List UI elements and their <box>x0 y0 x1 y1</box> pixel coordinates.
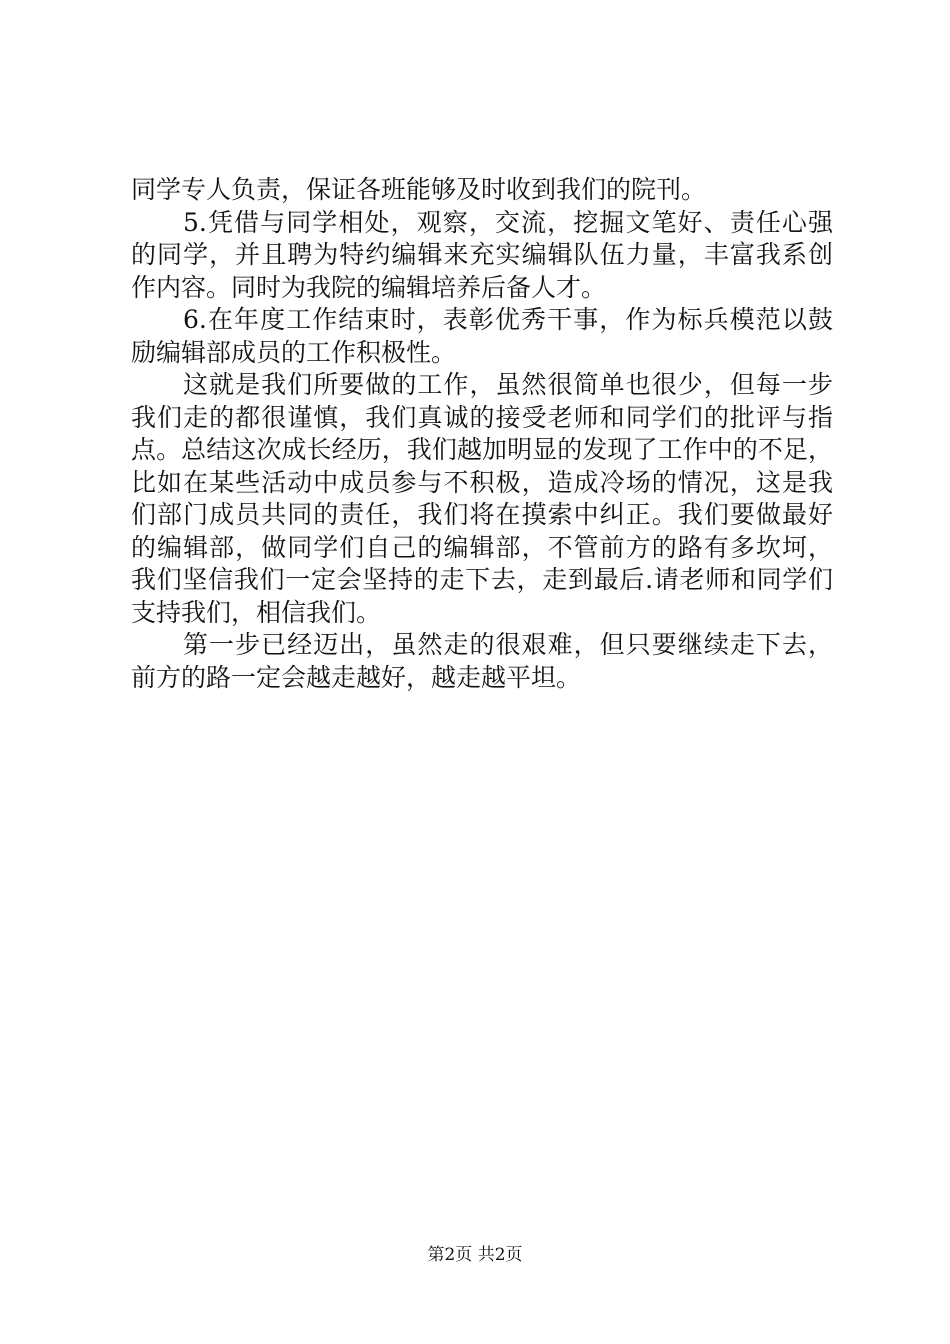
text-line: 我们坚信我们一定会坚持的走下去，走到最后.请老师和同学们 <box>131 565 833 594</box>
text-line: 这就是我们所要做的工作，虽然很简单也很少，但每一步 <box>183 370 833 399</box>
document-body <box>131 174 833 694</box>
text-line: 支持我们，相信我们。 <box>131 597 382 627</box>
text-line: 的同学，并且聘为特约编辑来充实编辑队伍力量，丰富我系创 <box>131 240 833 269</box>
text-line: 同学专人负责，保证各班能够及时收到我们的院刊。 <box>131 175 707 204</box>
text-line: 励编辑部成员的工作积极性。 <box>131 337 457 367</box>
text-line: 点。总结这次成长经历，我们越加明显的发现了工作中的不足， <box>131 435 833 464</box>
text-line: 第一步已经迈出，虽然走的很艰难，但只要继续走下去， <box>183 630 833 659</box>
text-line: 6.在年度工作结束时，表彰优秀干事，作为标兵模范以鼓 <box>183 305 833 334</box>
text-line: 5.凭借与同学相处，观察，交流，挖掘文笔好、责任心强 <box>183 207 833 237</box>
text-line: 的编辑部，做同学们自己的编辑部，不管前方的路有多坎坷， <box>131 532 833 562</box>
text-line: 我们走的都很谨慎，我们真诚的接受老师和同学们的批评与指 <box>131 402 833 432</box>
text-line: 前方的路一定会越走越好，越走越平坦。 <box>131 662 582 692</box>
text-line: 作内容。同时为我院的编辑培养后备人才。 <box>131 272 607 302</box>
text-line: 们部门成员共同的责任，我们将在摸索中纠正。我们要做最好 <box>131 500 833 529</box>
page-number-footer: 第2页 共2页 <box>427 1245 523 1265</box>
text-line: 比如在某些活动中成员参与不积极，造成冷场的情况，这是我 <box>131 467 833 497</box>
